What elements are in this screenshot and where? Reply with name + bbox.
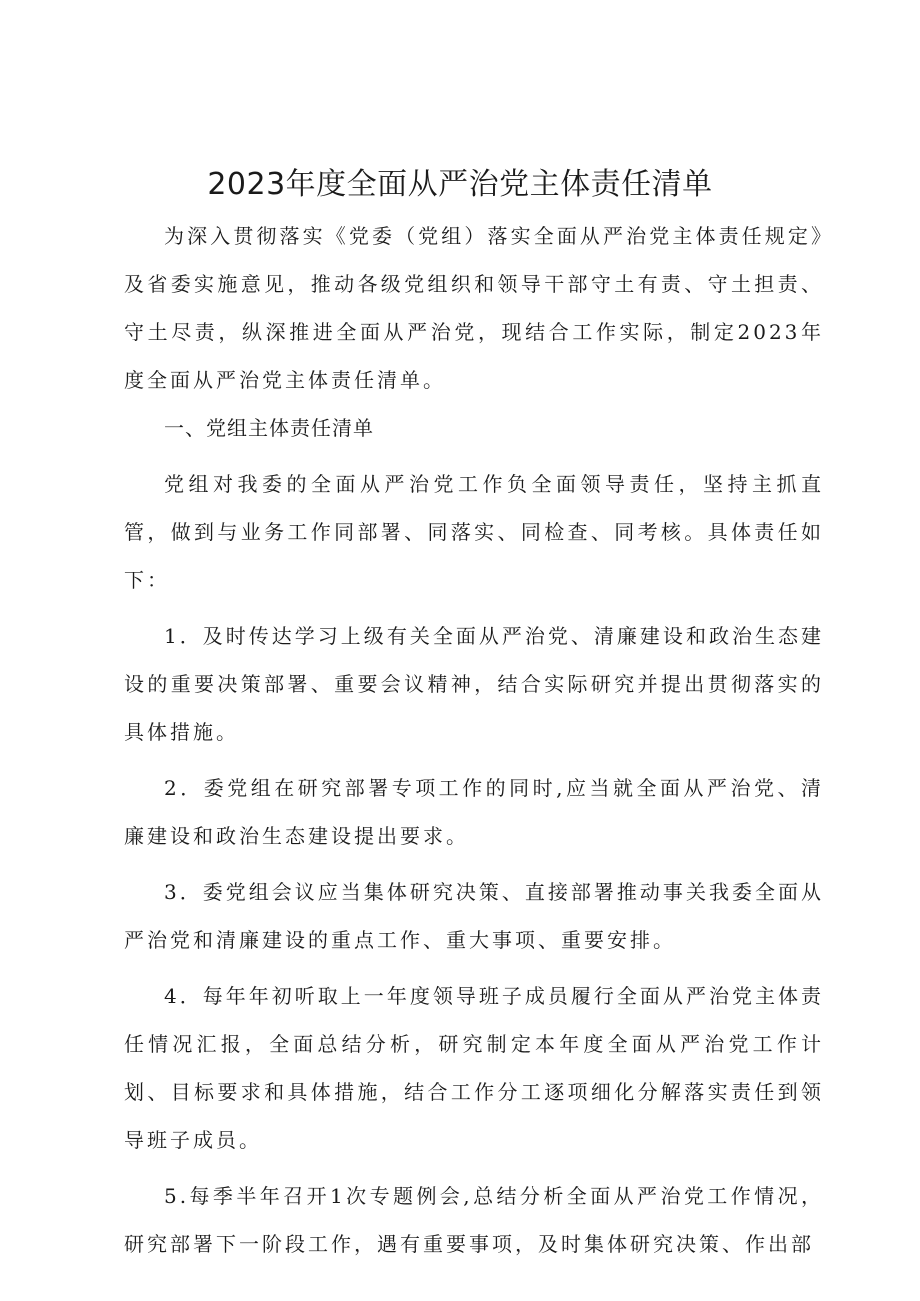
- list-item: 1．及时传达学习上级有关全面从严治党、清廉建设和政治生态建设的重要决策部署、重要会议精神，结合实际研究并提出贯彻落实的具体措施。: [124, 624, 824, 744]
- document-title: 2023年度全面从严治党主体责任清单: [207, 167, 713, 202]
- intro-paragraph: 为深入贯彻落实《党委（党组）落实全面从严治党主体责任规定》及省委实施意见，推动各级党组织和领导干部守土有责、守土担责、守土尽责，纵深推进全面从严治党，现结合工作实际，制定2023年度全面从严治党主体责任清单。: [124, 224, 824, 392]
- section-heading: 一、党组主体责任清单: [164, 416, 374, 440]
- list-item: 3．委党组会议应当集体研究决策、直接部署推动事关我委全面从严治党和清廉建设的重点工作、重大事项、重要安排。: [124, 880, 824, 952]
- document-body: [124, 212, 824, 1268]
- list-item: 5.每季半年召开1次专题例会,总结分析全面从严治党工作情况，研究部署下一阶段工作，遇有重要事项，及时集体研究决策、作出部: [124, 1184, 824, 1256]
- list-item: 4．每年年初听取上一年度领导班子成员履行全面从严治党主体责任情况汇报，全面总结分析，研究制定本年度全面从严治党工作计划、目标要求和具体措施，结合工作分工逐项细化分解落实责任到领导班子成员。: [124, 984, 824, 1152]
- list-item: 2．委党组在研究部署专项工作的同时,应当就全面从严治党、清廉建设和政治生态建设提出要求。: [124, 776, 824, 848]
- section-lead-paragraph: 党组对我委的全面从严治党工作负全面领导责任，坚持主抓直管，做到与业务工作同部署、同落实、同检查、同考核。具体责任如下：: [124, 472, 824, 592]
